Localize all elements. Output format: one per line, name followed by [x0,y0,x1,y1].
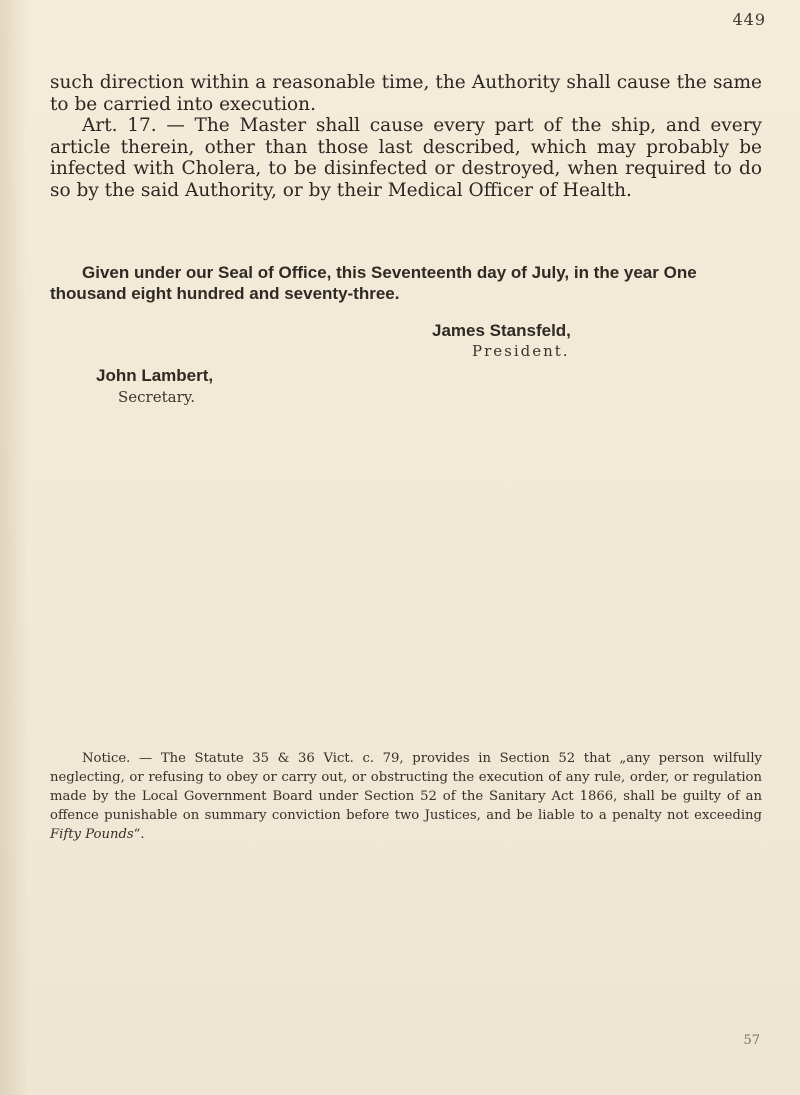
page-number: 449 [732,10,766,29]
secretary-title: Secretary. [118,388,195,406]
body-text [50,72,762,201]
secretary-name: John Lambert, [96,366,214,385]
given-statement: Given under our Seal of Office, this Seventeenth day of July, in the year One thousand eight hundred and seventy-three. [50,263,697,303]
notice-closing: “. [133,827,145,842]
notice-text: Notice. — The Statute 35 & 36 Vict. c. 79, provides in Section 52 that „any person wilfully neglecting, or refusing to obey or carry out, or obstructing the execution of any rule, order, or regulation made by the Local Government Board under Section 52 of the Sanitary Act 1866, shall be guilty of an offence punishable on summary conviction before two Justices, and be liable to a penalty not exceeding [50,751,762,823]
footer-number: 57 [743,1033,760,1048]
given-under-seal [50,262,762,304]
notice-paragraph [50,749,762,844]
president-title: President. [472,342,570,360]
article-17-paragraph: Art. 17. — The Master shall cause every part of the ship, and every article therein, other than those last described, which may probably be infected with Cholera, to be disinfected or destroyed, when required to do so by the said Authority, or by their Medical Officer of Health. [50,115,762,201]
notice-penalty: Fifty Pounds [50,827,134,842]
president-name: James Stansfeld, [432,321,571,340]
notice-section [50,749,762,844]
continuation-paragraph: such direction within a reasonable time, the Authority shall cause the same to be carried into execution. [50,72,762,115]
